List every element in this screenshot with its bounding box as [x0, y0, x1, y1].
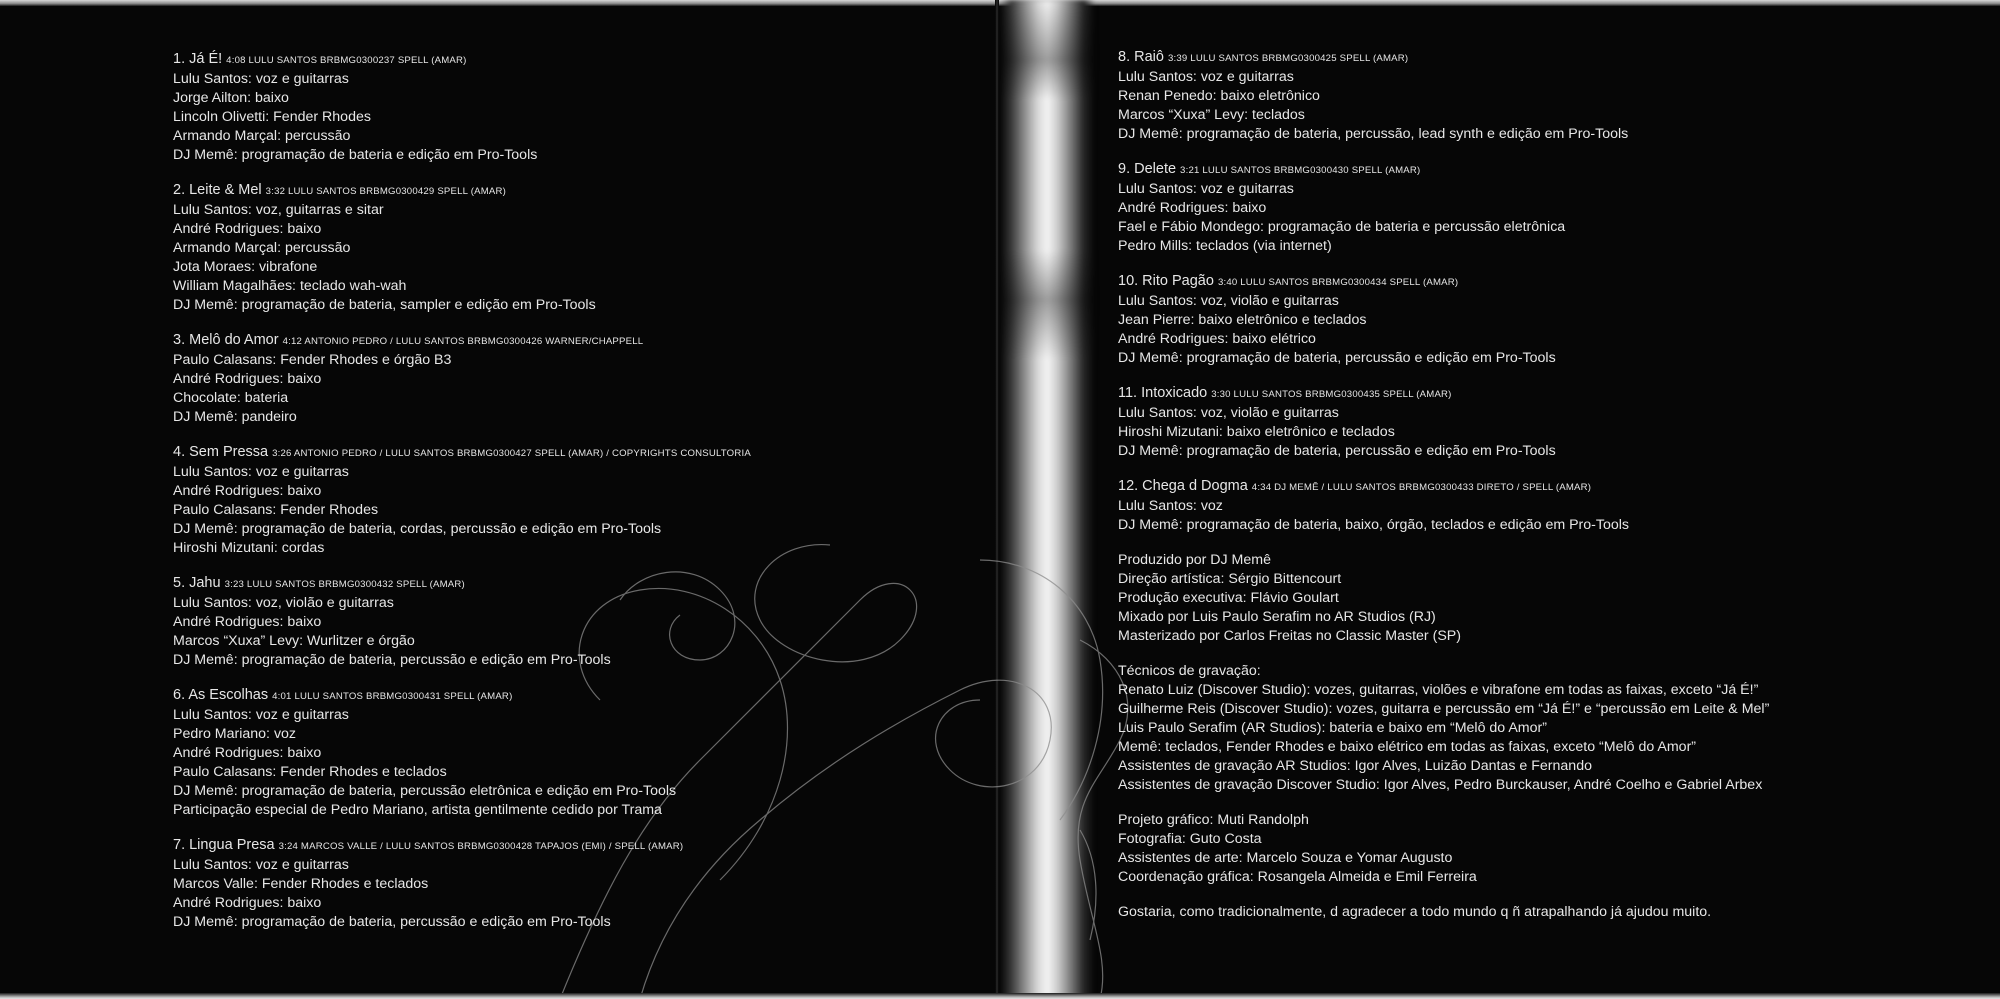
production-credits	[1118, 551, 1978, 646]
track-title: 10. Rito Pagão	[1118, 273, 1214, 289]
credit-line: Hiroshi Mizutani: cordas	[173, 540, 325, 556]
credit-line: Lulu Santos: voz e guitarras	[173, 857, 349, 873]
track-meta: 3:32 LULU SANTOS BRBMG0300429 SPELL (AMAR)	[265, 186, 507, 197]
credit-line: André Rodrigues: baixo	[173, 371, 322, 387]
credit-line: Paulo Calasans: Fender Rhodes	[173, 502, 379, 518]
credit-line: Mixado por Luis Paulo Serafim no AR Studios (RJ)	[1118, 609, 1436, 625]
credit-line: Assistentes de arte: Marcelo Souza e Yomar Augusto	[1118, 850, 1453, 866]
track-meta: 3:24 MARCOS VALLE / LULU SANTOS BRBMG0300428 TAPAJOS (EMI) / SPELL (AMAR)	[278, 841, 684, 852]
track-heading	[173, 836, 973, 856]
credit-line: Jean Pierre: baixo eletrônico e teclados	[1118, 312, 1367, 328]
credit-line: Marcos Valle: Fender Rhodes e teclados	[173, 876, 429, 892]
right-page	[1118, 48, 1978, 922]
credit-line: Hiroshi Mizutani: baixo eletrônico e teclados	[1118, 424, 1395, 440]
credit-line: DJ Memê: programação de bateria, percussão e edição em Pro-Tools	[173, 652, 611, 668]
track-meta: 4:34 DJ MEMÊ / LULU SANTOS BRBMG0300433 DIRETO / SPELL (AMAR)	[1251, 482, 1592, 493]
credit-line: DJ Memê: pandeiro	[173, 409, 297, 425]
credit-line: William Magalhães: teclado wah-wah	[173, 278, 407, 294]
track-entry	[173, 836, 973, 932]
track-heading	[173, 574, 973, 594]
credit-line: Produzido por DJ Memê	[1118, 552, 1271, 568]
credit-line: André Rodrigues: baixo	[173, 614, 322, 630]
credit-line: Lulu Santos: voz e guitarras	[173, 707, 349, 723]
track-heading	[173, 443, 973, 463]
track-entry	[173, 50, 973, 165]
credit-line: DJ Memê: programação de bateria, percussão e edição em Pro-Tools	[1118, 443, 1556, 459]
credit-line: Marcos “Xuxa” Levy: Wurlitzer e órgão	[173, 633, 415, 649]
track-title: 1. Já É!	[173, 51, 223, 67]
track-title: 8. Raiô	[1118, 49, 1164, 65]
credit-line: Lulu Santos: voz	[1118, 498, 1223, 514]
credit-line: Renan Penedo: baixo eletrônico	[1118, 88, 1320, 104]
credit-line: Direção artística: Sérgio Bittencourt	[1118, 571, 1342, 587]
track-entry	[173, 686, 973, 820]
credit-line: DJ Memê: programação de bateria, percussão e edição em Pro-Tools	[173, 914, 611, 930]
track-meta: 4:12 ANTONIO PEDRO / LULU SANTOS BRBMG0300426 WARNER/CHAPPELL	[282, 336, 644, 347]
credit-line: Paulo Calasans: Fender Rhodes e órgão B3	[173, 352, 452, 368]
track-title: 4. Sem Pressa	[173, 444, 269, 460]
track-entry	[1118, 477, 1978, 535]
credit-line: DJ Memê: programação de bateria, baixo, órgão, teclados e edição em Pro-Tools	[1118, 517, 1630, 533]
credit-line: Lulu Santos: voz e guitarras	[173, 464, 349, 480]
credit-line: DJ Memê: programação de bateria, cordas, percussão e edição em Pro-Tools	[173, 521, 662, 537]
track-title: 2. Leite & Mel	[173, 182, 262, 198]
credit-line: Armando Marçal: percussão	[173, 128, 351, 144]
track-heading	[1118, 272, 1978, 292]
credit-line: DJ Memê: programação de bateria, percussão e edição em Pro-Tools	[1118, 350, 1556, 366]
credit-line: André Rodrigues: baixo	[173, 483, 322, 499]
track-entry	[1118, 272, 1978, 368]
credit-line: Lulu Santos: voz, violão e guitarras	[173, 595, 394, 611]
credit-line: André Rodrigues: baixo elétrico	[1118, 331, 1316, 347]
track-entry	[173, 181, 973, 315]
credit-line: DJ Memê: programação de bateria, percussão, lead synth e edição em Pro-Tools	[1118, 126, 1629, 142]
track-title: 5. Jahu	[173, 575, 221, 591]
credit-line: Jorge Ailton: baixo	[173, 90, 289, 106]
track-title: 6. As Escolhas	[173, 687, 269, 703]
credit-line: André Rodrigues: baixo	[173, 745, 322, 761]
credit-line: Fotografia: Guto Costa	[1118, 831, 1262, 847]
track-heading	[1118, 477, 1978, 497]
credit-line: Renato Luiz (Discover Studio): vozes, guitarras, violões e vibrafone em todas as faixas, exceto “Já É!”	[1118, 682, 1759, 698]
credit-line: Guilherme Reis (Discover Studio): vozes, guitarra e percussão em “Já É!” e “percussão em Leite & Mel”	[1118, 701, 1770, 717]
credit-line: Assistentes de gravação Discover Studio: Igor Alves, Pedro Burckauser, André Coelho e Gabriel Arbex	[1118, 777, 1763, 793]
track-heading	[173, 686, 973, 706]
credit-line: Projeto gráfico: Muti Randolph	[1118, 812, 1309, 828]
track-entry	[173, 331, 973, 427]
track-title: 11. Intoxicado	[1118, 385, 1208, 401]
credit-line: DJ Memê: programação de bateria e edição em Pro-Tools	[173, 147, 538, 163]
track-entry	[1118, 48, 1978, 144]
track-meta: 3:26 ANTONIO PEDRO / LULU SANTOS BRBMG0300427 SPELL (AMAR) / COPYRIGHTS CONSULTORIA	[272, 448, 751, 459]
track-heading	[1118, 160, 1978, 180]
track-heading	[1118, 384, 1978, 404]
track-meta: 3:23 LULU SANTOS BRBMG0300432 SPELL (AMAR)	[224, 579, 465, 590]
credit-line: Lulu Santos: voz e guitarras	[1118, 69, 1294, 85]
credit-line: Lulu Santos: voz, violão e guitarras	[1118, 405, 1339, 421]
track-meta: 3:39 LULU SANTOS BRBMG0300425 SPELL (AMAR)	[1167, 53, 1409, 64]
track-title: 7. Lingua Presa	[173, 837, 275, 853]
credit-line: Lulu Santos: voz e guitarras	[173, 71, 349, 87]
track-entry	[1118, 384, 1978, 461]
credit-line: André Rodrigues: baixo	[1118, 200, 1267, 216]
track-title: 9. Delete	[1118, 161, 1177, 177]
credit-line: Luis Paulo Serafim (AR Studios): bateria e baixo em “Melô do Amor”	[1118, 720, 1547, 736]
credit-line: Lulu Santos: voz, guitarras e sitar	[173, 202, 384, 218]
credit-line: Jota Moraes: vibrafone	[173, 259, 318, 275]
track-title: 12. Chega d Dogma	[1118, 478, 1248, 494]
credit-line: André Rodrigues: baixo	[173, 221, 322, 237]
credit-line: Produção executiva: Flávio Goulart	[1118, 590, 1339, 606]
track-meta: 3:40 LULU SANTOS BRBMG0300434 SPELL (AMAR)	[1217, 277, 1459, 288]
credit-line: Lulu Santos: voz, violão e guitarras	[1118, 293, 1339, 309]
track-meta: 3:30 LULU SANTOS BRBMG0300435 SPELL (AMAR)	[1211, 389, 1452, 400]
engineering-credits	[1118, 662, 1978, 795]
credit-line: Fael e Fábio Mondego: programação de bateria e percussão eletrônica	[1118, 219, 1566, 235]
credit-line: Pedro Mills: teclados (via internet)	[1118, 238, 1332, 254]
track-meta: 4:08 LULU SANTOS BRBMG0300237 SPELL (AMAR)	[226, 55, 467, 66]
credit-line: André Rodrigues: baixo	[173, 895, 322, 911]
track-meta: 3:21 LULU SANTOS BRBMG0300430 SPELL (AMAR)	[1180, 165, 1421, 176]
left-page	[173, 50, 973, 948]
credit-line: DJ Memê: programação de bateria, percussão eletrônica e edição em Pro-Tools	[173, 783, 677, 799]
track-entry	[173, 574, 973, 670]
credit-line: Chocolate: bateria	[173, 390, 289, 406]
track-meta: 4:01 LULU SANTOS BRBMG0300431 SPELL (AMAR)	[272, 691, 513, 702]
credit-line: Marcos “Xuxa” Levy: teclados	[1118, 107, 1305, 123]
track-entry	[173, 443, 973, 558]
credit-line: Lincoln Olivetti: Fender Rhodes	[173, 109, 371, 125]
track-heading	[173, 331, 973, 351]
art-credits	[1118, 811, 1978, 887]
track-heading	[173, 181, 973, 201]
credit-line: Masterizado por Carlos Freitas no Classic Master (SP)	[1118, 628, 1461, 644]
credit-line: Lulu Santos: voz e guitarras	[1118, 181, 1294, 197]
credit-line: Coordenação gráfica: Rosangela Almeida e Emil Ferreira	[1118, 869, 1477, 885]
track-heading	[173, 50, 973, 70]
credit-line: Memê: teclados, Fender Rhodes e baixo elétrico em todas as faixas, exceto “Melô do Amor”	[1118, 739, 1697, 755]
credit-line: Pedro Mariano: voz	[173, 726, 297, 742]
closing-note: Gostaria, como tradicionalmente, d agradecer a todo mundo q ñ atrapalhando já ajudou muito.	[1118, 904, 1712, 920]
track-title: 3. Melô do Amor	[173, 332, 279, 348]
track-entry	[1118, 160, 1978, 256]
credit-line: Assistentes de gravação AR Studios: Igor Alves, Luizão Dantas e Fernando	[1118, 758, 1592, 774]
credit-line: Paulo Calasans: Fender Rhodes e teclados	[173, 764, 447, 780]
credit-line: Técnicos de gravação:	[1118, 663, 1261, 679]
track-heading	[1118, 48, 1978, 68]
credit-line: Participação especial de Pedro Mariano, artista gentilmente cedido por Trama	[173, 802, 662, 818]
page-bottom-edge	[0, 993, 2000, 999]
credit-line: DJ Memê: programação de bateria, sampler e edição em Pro-Tools	[173, 297, 596, 313]
credit-line: Armando Marçal: percussão	[173, 240, 351, 256]
